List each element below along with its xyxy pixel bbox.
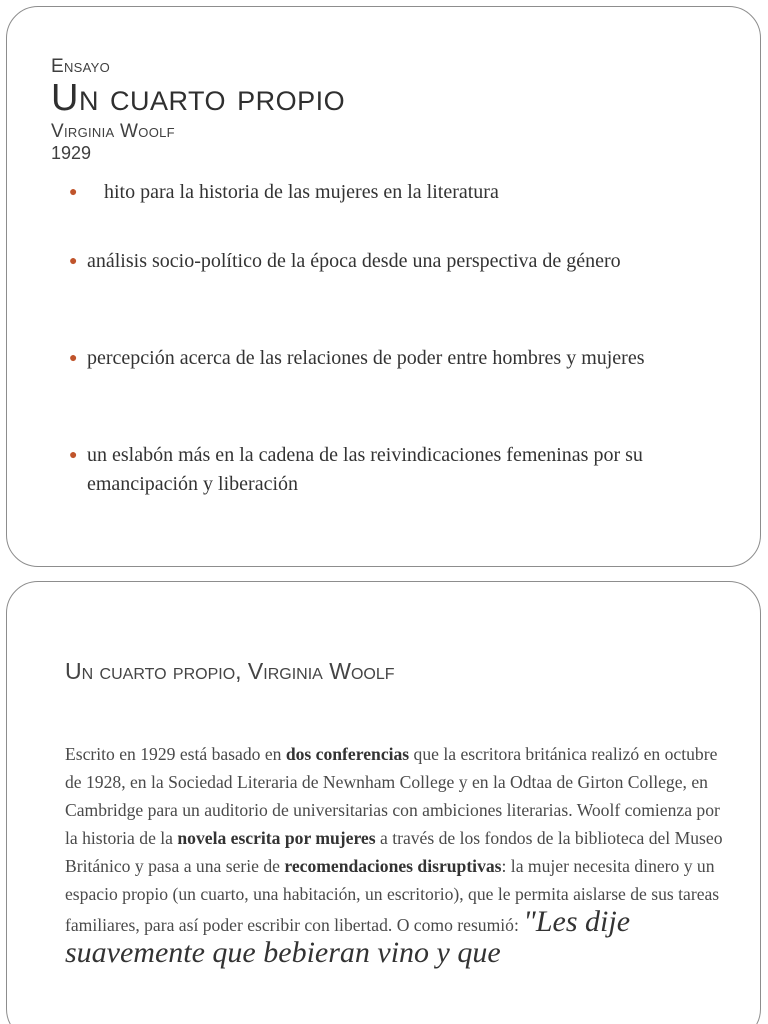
bullet-dot-icon: ● [69,351,78,366]
body-quote: "Les dije suavemente que bebieran vino y que [65,905,631,969]
body-text-segment: Escrito en 1929 está basado en [65,744,286,764]
slide-body-paragraph [65,740,730,970]
slide-1 [6,6,761,567]
bullet-item [69,247,709,276]
bullet-item [69,441,709,499]
bullet-text: análisis socio-político de la época desde una perspectiva de género [87,250,621,272]
bullet-item [69,178,709,207]
bullet-text: hito para la historia de las mujeres en la literatura [104,181,499,203]
bullet-text: un eslabón más en la cadena de las reivindicaciones femeninas por su emancipación y liberación [87,444,643,495]
bullet-dot-icon: ● [69,448,78,463]
body-emphasis: dos conferencias [285,744,410,764]
bullet-item [69,344,709,373]
body-text-segment: a través de los fondos de la biblioteca del Museo Británico y pasa a una serie de [65,828,723,876]
body-text-segment: : la mujer necesita dinero y un espacio propio (un cuarto, una habitación, un escritorio), que le permita aislarse de sus tareas familiares, para así poder escribir con libertad. O como resumió: [65,856,720,935]
bullet-dot-icon: ● [69,254,78,269]
bullet-dot-icon: ● [69,185,78,200]
bullet-text: percepción acerca de las relaciones de poder entre hombres y mujeres [87,347,645,369]
body-text-segment: que la escritora británica realizó en octubre de 1928, en la Sociedad Literaria de Newnham College y en la Odtaa de Girton College, en Cambridge para un auditorio de universitarias con ambiciones literarias. Woolf comienza por la historia de la [65,744,720,848]
body-emphasis: novela escrita por mujeres [177,828,376,848]
slide-2 [6,581,761,1024]
body-emphasis: recomendaciones disruptivas [284,856,502,876]
slide-author: Virginia Woolf [51,121,175,142]
slide-title: Un cuarto propio, Virginia Woolf [65,658,395,684]
slide-kicker: Ensayo [51,56,111,77]
slide-title: Un cuarto propio [51,77,346,119]
slide-year: 1929 [51,143,92,163]
